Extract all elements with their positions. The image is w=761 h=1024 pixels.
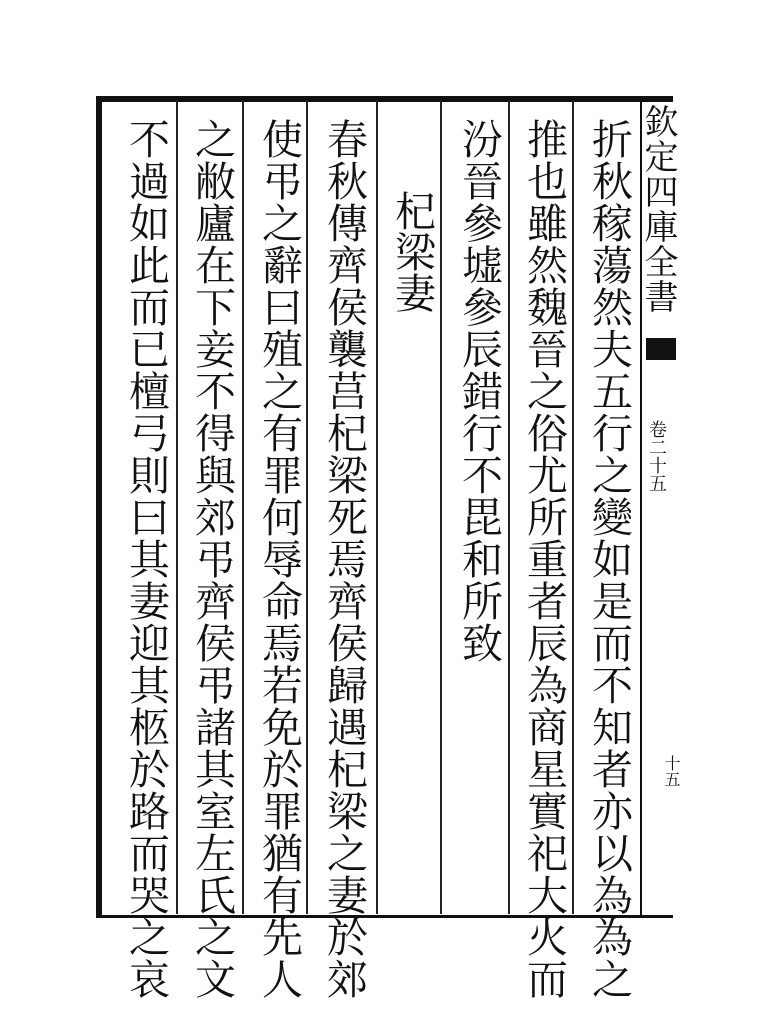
text-column-2: 推也雖然魏晉之俗尤所重者辰為商星實祀大火而 <box>520 118 568 1000</box>
section-title: 杞梁妻 <box>388 190 436 313</box>
column-rule <box>572 100 574 914</box>
column-rule <box>508 100 510 914</box>
text-column-5: 春秋傳齊侯襲莒杞梁死焉齊侯歸遇杞梁之妻於郊 <box>320 118 368 1000</box>
column-rule <box>306 100 308 914</box>
text-column-3: 汾晉參墟參辰錯行不毘和所致 <box>455 118 503 664</box>
text-column-6: 使弔之辭曰殖之有罪何辱命焉若免於罪猶有先人 <box>255 118 303 1000</box>
volume-number: 卷二十五 <box>646 420 667 492</box>
fishtail-mark <box>646 338 676 360</box>
column-rule <box>440 100 442 914</box>
text-column-8: 不過如此而已檀弓則曰其妻迎其柩於路而哭之哀 <box>122 118 170 1000</box>
page-number: 十五 <box>662 755 681 787</box>
text-column-1: 折秋稼蕩然夫五行之變如是而不知者亦以為為之 <box>585 118 633 1000</box>
text-column-7: 之敝廬在下妾不得與郊弔齊侯弔諸其室左氏之文 <box>188 118 236 1000</box>
book-title: 欽定四庫全書 <box>638 104 678 314</box>
column-rule <box>376 100 378 914</box>
column-rule <box>242 100 244 914</box>
column-rule <box>176 100 178 914</box>
